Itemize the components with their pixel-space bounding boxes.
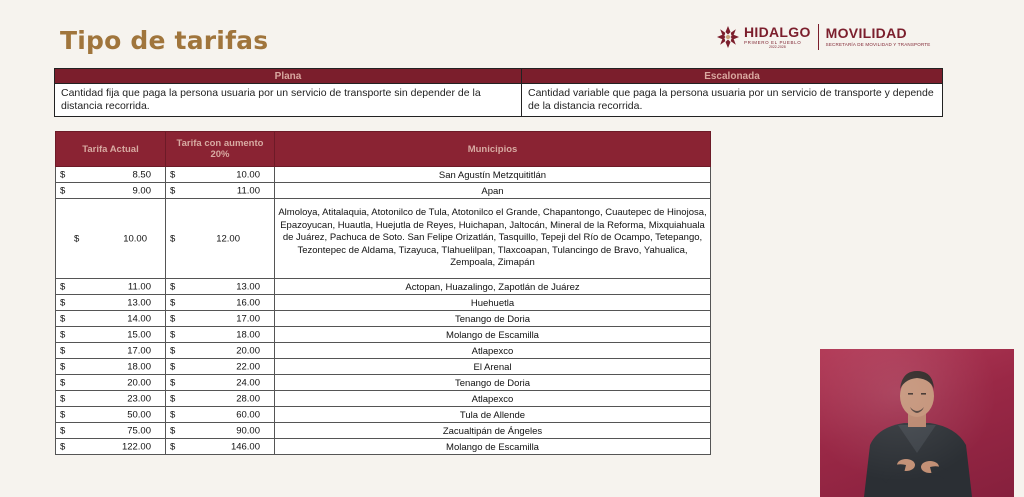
- municipios-cell: Atlapexco: [275, 391, 711, 407]
- tarifa-aumento-cell: [166, 439, 275, 455]
- tarifa-aumento-cell: [166, 183, 275, 199]
- fare-amount: 18.00: [236, 329, 260, 340]
- header-tarifa-actual: Tarifa Actual: [56, 132, 166, 167]
- currency-symbol: $: [170, 345, 176, 356]
- fare-amount: 122.00: [121, 441, 151, 452]
- municipios-cell: Apan: [275, 183, 711, 199]
- municipios-cell: Zacualtipán de Ángeles: [275, 423, 711, 439]
- tarifa-actual-cell: [56, 359, 166, 375]
- brand-years: 2022-2028: [768, 45, 786, 49]
- currency-symbol: $: [170, 377, 176, 388]
- currency-symbol: $: [60, 185, 66, 196]
- municipios-cell: Almoloya, Atitalaquia, Atotonilco de Tula, Atotonilco el Grande, Chapantongo, Cuautepec de Hinojosa, Epazoyucan, Huautla, Huejutla de Reyes, Huichapan, Jaltocán, Mineral de la Reforma, Mixquiahuala de Juárez, Pachuca de Soto. San Felipe Orizatlán, Tasquillo, Tepeji del Río de Ocampo, Tetepango, Tezontepec de Aldama, Tizayuca, Tlahuelilpan, Tlaxcoapan, Tulancingo de Bravo, Yahualica, Zempoala, Zimapán: [275, 199, 711, 279]
- tarifa-actual-cell: [56, 167, 166, 183]
- tarifa-aumento-cell: [166, 199, 275, 279]
- currency-symbol: $: [170, 233, 176, 244]
- fare-amount: 13.00: [127, 297, 151, 308]
- fare-amount: 12.00: [216, 233, 240, 244]
- currency-symbol: $: [170, 169, 176, 180]
- fare-amount: 23.00: [127, 393, 151, 404]
- currency-symbol: $: [170, 361, 176, 372]
- fare-amount: 15.00: [127, 329, 151, 340]
- currency-symbol: $: [60, 425, 66, 436]
- brand-tagline: PRIMERO EL PUEBLO: [744, 39, 802, 45]
- tarifa-actual-cell: [56, 295, 166, 311]
- tarifa-actual-cell: [56, 343, 166, 359]
- escalonada-description: Cantidad variable que paga la persona usuaria por un servicio de transporte y depende de la distancia recorrida.: [522, 84, 943, 117]
- tarifa-aumento-cell: [166, 407, 275, 423]
- fare-amount: 24.00: [236, 377, 260, 388]
- fare-type-definitions: [54, 68, 943, 117]
- tarifa-aumento-cell: [166, 311, 275, 327]
- tarifa-actual-cell: [56, 311, 166, 327]
- sign-language-interpreter-video: [820, 349, 1014, 497]
- table-row: [56, 439, 711, 455]
- municipios-cell: Tula de Allende: [275, 407, 711, 423]
- tarifa-aumento-cell: [166, 167, 275, 183]
- fare-amount: 11.00: [127, 281, 151, 292]
- logo-divider: [818, 24, 819, 50]
- tarifa-aumento-cell: [166, 359, 275, 375]
- municipios-cell: El Arenal: [275, 359, 711, 375]
- fares-table: [55, 131, 711, 455]
- fare-amount: 10.00: [123, 233, 147, 244]
- fare-amount: 13.00: [236, 281, 260, 292]
- movilidad-wordmark: [826, 26, 931, 48]
- currency-symbol: $: [60, 409, 66, 420]
- table-row: [56, 407, 711, 423]
- currency-symbol: $: [170, 313, 176, 324]
- fare-amount: 50.00: [127, 409, 151, 420]
- table-row: [56, 295, 711, 311]
- fare-amount: 10.00: [236, 169, 260, 180]
- tarifa-aumento-cell: [166, 391, 275, 407]
- tarifa-aumento-cell: [166, 279, 275, 295]
- tarifa-aumento-cell: [166, 375, 275, 391]
- currency-symbol: $: [170, 441, 176, 452]
- department-subtitle: SECRETARÍA DE MOVILIDAD Y TRANSPORTE: [825, 42, 931, 48]
- fare-amount: 9.00: [132, 185, 151, 196]
- tarifa-actual-cell: [56, 423, 166, 439]
- tarifa-actual-cell: [56, 279, 166, 295]
- plana-description: Cantidad fija que paga la persona usuaria por un servicio de transporte sin depender de la distancia recorrida.: [55, 84, 522, 117]
- fare-amount: 8.50: [132, 169, 151, 180]
- table-row: [56, 279, 711, 295]
- department-name: MOVILIDAD: [825, 25, 907, 42]
- municipios-cell: Molango de Escamilla: [275, 327, 711, 343]
- municipios-cell: Actopan, Huazalingo, Zapotlán de Juárez: [275, 279, 711, 295]
- fare-amount: 16.00: [236, 297, 260, 308]
- fare-amount: 75.00: [127, 425, 151, 436]
- currency-symbol: $: [170, 281, 176, 292]
- page-title: Tipo de tarifas: [60, 26, 269, 55]
- fare-amount: 17.00: [127, 345, 151, 356]
- currency-symbol: $: [170, 425, 176, 436]
- fares-table-body: [56, 167, 711, 455]
- table-row: [56, 343, 711, 359]
- tarifa-aumento-cell: [166, 295, 275, 311]
- fare-amount: 20.00: [127, 377, 151, 388]
- currency-symbol: $: [170, 185, 176, 196]
- tarifa-aumento-cell: [166, 423, 275, 439]
- currency-symbol: $: [60, 169, 66, 180]
- municipios-cell: Atlapexco: [275, 343, 711, 359]
- tarifa-aumento-cell: [166, 343, 275, 359]
- currency-symbol: $: [170, 393, 176, 404]
- municipios-cell: Molango de Escamilla: [275, 439, 711, 455]
- currency-symbol: $: [170, 409, 176, 420]
- tarifa-actual-cell: [56, 183, 166, 199]
- plana-heading: Plana: [55, 69, 522, 84]
- table-row: [56, 391, 711, 407]
- escalonada-heading: Escalonada: [522, 69, 943, 84]
- table-row: [56, 167, 711, 183]
- currency-symbol: $: [60, 441, 66, 452]
- fare-amount: 20.00: [236, 345, 260, 356]
- tarifa-actual-cell: [56, 391, 166, 407]
- fare-amount: 22.00: [236, 361, 260, 372]
- fare-amount: 18.00: [127, 361, 151, 372]
- currency-symbol: $: [60, 361, 66, 372]
- currency-symbol: $: [60, 345, 66, 356]
- table-row: [56, 423, 711, 439]
- fare-amount: 11.00: [236, 185, 260, 196]
- tarifa-actual-cell: [56, 407, 166, 423]
- hidalgo-flower-icon: [716, 25, 740, 49]
- header-tarifa-aumento: Tarifa con aumento 20%: [166, 132, 275, 167]
- currency-symbol: $: [60, 313, 66, 324]
- table-row: [56, 375, 711, 391]
- tarifa-aumento-cell: [166, 327, 275, 343]
- brand-name: HIDALGO: [744, 23, 811, 40]
- municipios-cell: Huehuetla: [275, 295, 711, 311]
- government-logo: [716, 22, 930, 52]
- fare-amount: 28.00: [236, 393, 260, 404]
- table-row: [56, 359, 711, 375]
- hidalgo-wordmark: [744, 25, 811, 50]
- tarifa-actual-cell: [56, 375, 166, 391]
- table-row: [56, 183, 711, 199]
- municipios-cell: San Agustín Metzquititlán: [275, 167, 711, 183]
- fare-amount: 90.00: [236, 425, 260, 436]
- currency-symbol: $: [170, 297, 176, 308]
- currency-symbol: $: [60, 329, 66, 340]
- table-row: [56, 199, 711, 279]
- currency-symbol: $: [60, 281, 66, 292]
- fare-amount: 14.00: [127, 313, 151, 324]
- header-municipios: Municipios: [275, 132, 711, 167]
- currency-symbol: $: [170, 329, 176, 340]
- fare-amount: 146.00: [230, 441, 260, 452]
- municipios-cell: Tenango de Doria: [275, 311, 711, 327]
- municipios-cell: Tenango de Doria: [275, 375, 711, 391]
- table-row: [56, 311, 711, 327]
- tarifa-actual-cell: [56, 199, 166, 279]
- currency-symbol: $: [74, 233, 80, 244]
- currency-symbol: $: [60, 377, 66, 388]
- table-row: [56, 327, 711, 343]
- fare-amount: 60.00: [236, 409, 260, 420]
- currency-symbol: $: [60, 297, 66, 308]
- currency-symbol: $: [60, 393, 66, 404]
- fare-amount: 17.00: [236, 313, 260, 324]
- tarifa-actual-cell: [56, 439, 166, 455]
- tarifa-actual-cell: [56, 327, 166, 343]
